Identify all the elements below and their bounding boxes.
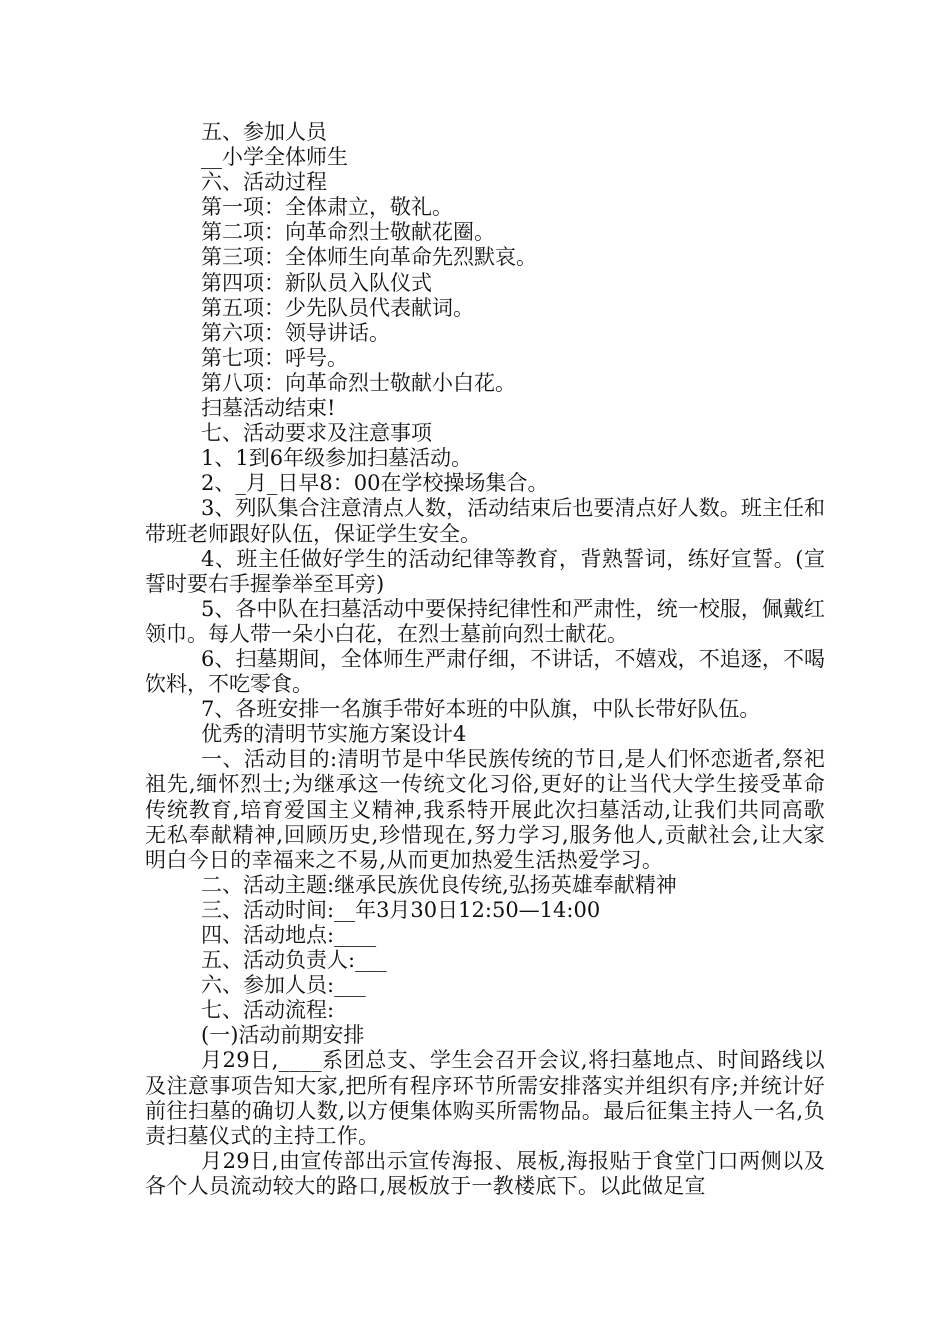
step-item: 第七项：呼号。 — [201, 345, 348, 370]
info-line-location: 四、活动地点:____ — [201, 923, 377, 947]
requirement-item: 1、1到6年级参加扫墓活动。 — [201, 446, 473, 471]
body-paragraph: 月29日,由宣传部出示宣传海报、展板,海报贴于食堂门口两侧以及各个人员流动较大的路口,展板放于一教楼底下。以此做足宣 — [145, 1148, 825, 1198]
step-item: 第八项：向革命烈士敬献小白花。 — [201, 370, 516, 395]
info-line-theme: 二、活动主题:继承民族优良传统,弘扬英雄奉献精神 — [201, 872, 677, 897]
requirement-item: 2、_月_日早8：00在学校操场集合。 — [201, 471, 549, 496]
heading-requirements: 七、活动要求及注意事项 — [201, 421, 432, 446]
heading-participants: 五、参加人员 — [201, 120, 327, 144]
document-page — [145, 120, 825, 1199]
info-line-participants: 六、参加人员:___ — [201, 973, 366, 998]
requirement-item: 7、各班安排一名旗手带好本班的中队旗，中队长带好队伍。 — [201, 697, 761, 722]
section-title: 优秀的清明节实施方案设计4 — [201, 722, 467, 747]
step-item: 第六项：领导讲话。 — [201, 320, 390, 345]
info-line-flow: 七、活动流程: — [201, 998, 335, 1023]
step-item: 第四项：新队员入队仪式 — [201, 270, 432, 295]
requirement-paragraph: 3、列队集合注意清点人数，活动结束后也要清点好人数。班主任和带班老师跟好队伍，保证学生安全。 — [145, 496, 825, 546]
body-paragraph: 月29日,____系团总支、学生会召开会议,将扫墓地点、时间路线以及注意事项告知大家,把所有程序环节所需安排落实并组织有序;并统计好前往扫墓的确切人数,以方便集体购买所需物品。最后征集主持人一名,负责扫墓仪式的主持工作。 — [145, 1048, 825, 1148]
requirement-paragraph: 5、各中队在扫墓活动中要保持纪律性和严肃性，统一校服，佩戴红领巾。每人带一朵小白花，在烈士墓前向烈士献花。 — [145, 596, 825, 646]
requirement-paragraph: 4、班主任做好学生的活动纪律等教育，背熟誓词，练好宣誓。(宣誓时要右手握拳举至耳旁) — [145, 546, 825, 596]
info-line-time: 三、活动时间:__年3月30日12:50—14:00 — [201, 897, 601, 922]
step-item: 第五项：少先队员代表献词。 — [201, 295, 474, 320]
text-line: __小学全体师生 — [201, 145, 348, 170]
requirement-paragraph: 6、扫墓期间，全体师生严肃仔细，不讲话，不嬉戏，不追逐，不喝饮料，不吃零食。 — [145, 646, 825, 697]
heading-process: 六、活动过程 — [201, 170, 327, 195]
subheading-preparation: (一)活动前期安排 — [201, 1023, 365, 1048]
step-item: 第三项：全体师生向革命先烈默哀。 — [201, 245, 537, 270]
text-line: 扫墓活动结束! — [201, 396, 336, 421]
step-item: 第二项：向革命烈士敬献花圈。 — [201, 220, 495, 245]
purpose-paragraph: 一、活动目的:清明节是中华民族传统的节日,是人们怀恋逝者,祭祀祖先,缅怀烈士;为继承这一传统文化习俗,更好的让当代大学生接受革命传统教育,培育爱国主义精神,我系特开展此次扫墓活动,让我们共同高歌无私奉献精神,回顾历史,珍惜现在,努力学习,服务他人,贡献社会,让大家明白今日的幸福来之不易,从而更加热爱生活热爱学习。 — [145, 747, 825, 872]
info-line-leader: 五、活动负责人:___ — [201, 948, 387, 973]
step-item: 第一项：全体肃立，敬礼。 — [201, 195, 453, 220]
